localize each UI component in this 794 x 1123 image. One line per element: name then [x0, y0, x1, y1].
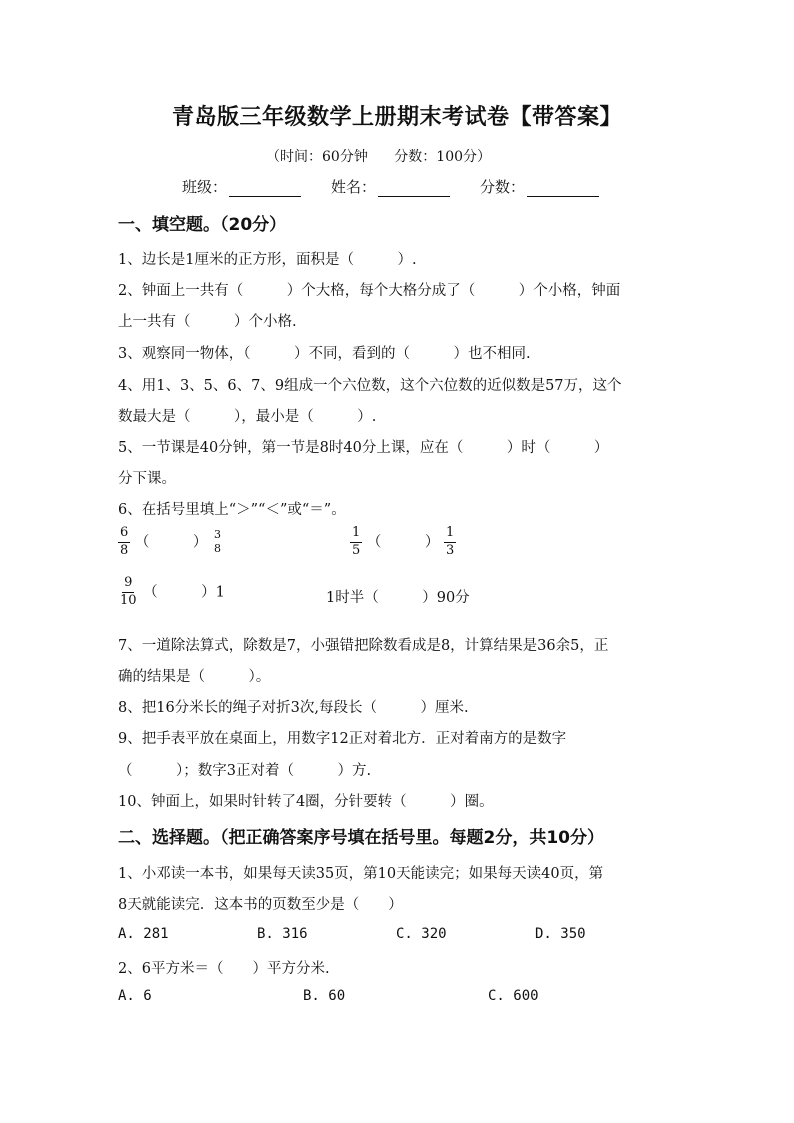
question-2-1-line2: 8天就能读完．这本书的页数至少是（ ） [118, 897, 403, 913]
question-1-7-line2: 确的结果是（ ）。 [118, 669, 271, 685]
question-1-9-line2: （ ）；数字3正对着（ ）方. [118, 763, 372, 779]
fraction: $\frac{6}{8}$ [120, 525, 129, 558]
section-choice-heading: 二、选择题。（把正确答案序号填在括号里。每题2分，共10分） [118, 828, 604, 848]
exam-meta [266, 146, 513, 166]
question-1-5-line2: 分下课。 [118, 471, 176, 487]
question-1-6: 6、在括号里填上“＞”“＜”或“＝”。 [118, 502, 346, 518]
time-info: （时间：60分钟 [266, 149, 368, 165]
total-score-info: 分数：100分） [394, 149, 492, 165]
answer-paren[interactable]: （ ）1 [143, 584, 225, 601]
compare-item-b [350, 526, 456, 559]
fraction: 3 8 [214, 527, 221, 556]
score-field[interactable] [480, 176, 599, 197]
question-1-9-line1: 9、把手表平放在桌面上，用数字12正对着北方．正对着南方的是数字 [118, 731, 567, 747]
question-1-1: 1、边长是1厘米的正方形，面积是（ ）. [118, 252, 417, 268]
question-2-1-line1: 1、小邓读一本书，如果每天读35页，第10天能读完；如果每天读40页，第 [118, 866, 604, 882]
question-1-4-line1: 4、用1、3、5、6、7、9组成一个六位数，这个六位数的近似数是57万，这个 [118, 378, 622, 394]
page-title: 青岛版三年级数学上册期末考试卷【带答案】 [171, 105, 622, 130]
question-1-2-line2: 上一共有（ ）个小格. [118, 314, 297, 330]
question-1-3: 3、观察同一物体，（ ）不同，看到的（ ）也不相同. [118, 346, 531, 362]
compare-item-a [118, 526, 223, 559]
option-a[interactable]: A. 281 [118, 926, 169, 942]
class-label: 班级： [182, 178, 228, 196]
score-blank[interactable] [527, 180, 599, 197]
class-blank[interactable] [229, 180, 301, 197]
question-2-2: 2、6平方米＝（ ）平方分米. [118, 961, 330, 977]
fraction: $\frac{1}{3}$ [446, 525, 455, 558]
class-field[interactable] [182, 176, 301, 197]
question-1-10: 10、钟面上，如果时针转了4圈，分针要转（ ）圈。 [118, 794, 494, 810]
option-c[interactable]: C. 600 [488, 988, 539, 1004]
section-fill-blank-heading: 一、填空题。（20分） [118, 215, 287, 235]
question-1-4-line2: 数最大是（ ），最小是（ ）. [118, 409, 377, 425]
option-b[interactable]: B. 316 [257, 926, 308, 942]
question-1-7-line1: 7、一道除法算式，除数是7，小强错把除数看成是8，计算结果是36余5，正 [118, 638, 609, 654]
fraction: $\frac{1}{5}$ [352, 525, 361, 558]
compare-item-c [118, 576, 225, 609]
name-blank[interactable] [378, 180, 450, 197]
option-a[interactable]: A. 6 [118, 988, 152, 1004]
question-1-5-line1: 5、一节课是40分钟，第一节是8时40分上课，应在（ ）时（ ） [118, 440, 609, 456]
fraction: $\frac{9}{10}$ [120, 575, 137, 608]
option-b[interactable]: B. 60 [303, 988, 346, 1004]
answer-paren[interactable]: （ ） [134, 534, 208, 551]
name-field[interactable] [331, 176, 450, 197]
question-1-8: 8、把16分米长的绳子对折3次,每段长（ ）厘米. [118, 700, 469, 716]
name-label: 姓名： [331, 178, 377, 196]
question-1-2-line1: 2、钟面上一共有（ ）个大格，每个大格分成了（ ）个小格，钟面 [118, 283, 621, 299]
option-c[interactable]: C. 320 [396, 926, 447, 942]
compare-item-d[interactable]: 1时半（ ）90分 [326, 590, 470, 606]
option-d[interactable]: D. 350 [535, 926, 586, 942]
answer-paren[interactable]: （ ） [366, 534, 440, 551]
score-label: 分数： [480, 178, 526, 196]
student-info-row [182, 176, 629, 197]
